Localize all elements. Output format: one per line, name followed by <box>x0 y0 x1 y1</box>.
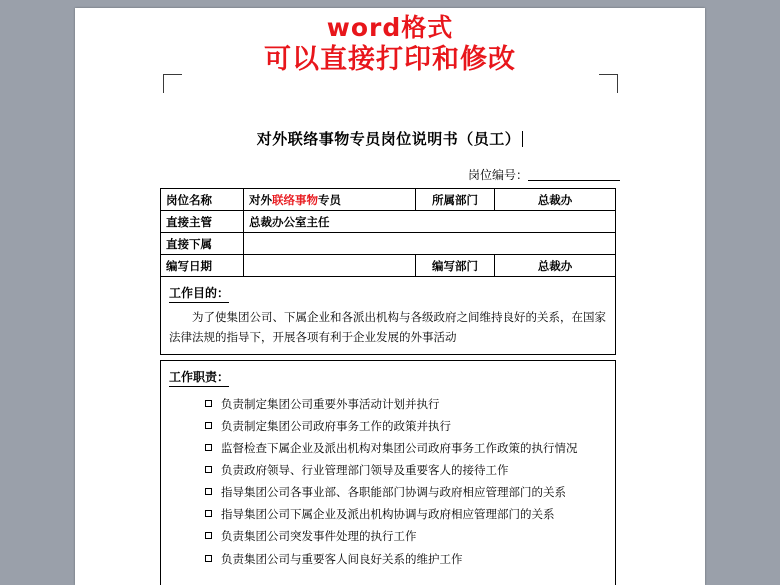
cell-value-subordinate <box>244 233 616 255</box>
cell-value-write-date <box>244 255 416 277</box>
cell-label-supervisor: 直接主管 <box>161 211 244 233</box>
duties-list <box>169 393 607 570</box>
value-highlight: 联络事物 <box>272 192 318 207</box>
crop-mark-top-left <box>163 74 182 93</box>
cell-label-position-name: 岗位名称 <box>161 189 244 211</box>
list-item: 指导集团公司各事业部、各职能部门协调与政府相应管理部门的关系 <box>205 481 607 503</box>
text-cursor <box>522 131 523 147</box>
section-purpose <box>160 276 616 355</box>
list-item: 负责制定集团公司政府事务工作的政策并执行 <box>205 415 607 437</box>
cell-value-write-dept: 总裁办 <box>495 255 616 277</box>
page-title <box>75 128 705 149</box>
list-item: 指导集团公司下属企业及派出机构协调与政府相应管理部门的关系 <box>205 503 607 525</box>
cell-value-supervisor: 总裁办公室主任 <box>244 211 616 233</box>
value-prefix: 对外 <box>249 192 272 207</box>
list-item: 负责制定集团公司重要外事活动计划并执行 <box>205 393 607 415</box>
list-item: 监督检查下属企业及派出机构对集团公司政府事务工作政策的执行情况 <box>205 437 607 459</box>
document-page <box>75 8 705 585</box>
section-purpose-text: 为了使集团公司、下属企业和各派出机构与各级政府之间维持良好的关系，在国家法律法规的指导下，开展各项有利于企业发展的外事活动 <box>169 310 606 345</box>
cell-label-department: 所属部门 <box>416 189 495 211</box>
crop-mark-top-right <box>599 74 618 93</box>
info-table <box>160 188 616 277</box>
table-row <box>161 233 616 255</box>
watermark-line-1: word格式 <box>326 13 454 42</box>
table-row <box>161 255 616 277</box>
cell-value-position-name <box>244 189 416 211</box>
cell-value-department: 总裁办 <box>495 189 616 211</box>
cell-label-subordinate: 直接下属 <box>161 233 244 255</box>
cell-label-write-date: 编写日期 <box>161 255 244 277</box>
section-duties <box>160 360 616 585</box>
section-duties-heading: 工作职责： <box>169 368 229 387</box>
list-item: 负责政府领导、行业管理部门领导及重要客人的接待工作 <box>205 459 607 481</box>
list-item: 负责集团公司与重要客人间良好关系的维护工作 <box>205 548 607 570</box>
position-code-label: 岗位编号： <box>467 168 528 182</box>
position-code-line <box>468 166 620 183</box>
section-purpose-heading: 工作目的： <box>169 284 229 303</box>
watermark-line-2: 可以直接打印和修改 <box>264 44 516 75</box>
table-row <box>161 211 616 233</box>
list-item: 负责集团公司突发事件处理的执行工作 <box>205 525 607 547</box>
table-row <box>161 189 616 211</box>
watermark-text <box>75 12 705 76</box>
position-code-blank <box>528 168 620 181</box>
page-title-text: 对外联络事物专员岗位说明书（员工） <box>256 130 521 148</box>
value-suffix: 专员 <box>318 192 341 207</box>
cell-label-write-dept: 编写部门 <box>416 255 495 277</box>
